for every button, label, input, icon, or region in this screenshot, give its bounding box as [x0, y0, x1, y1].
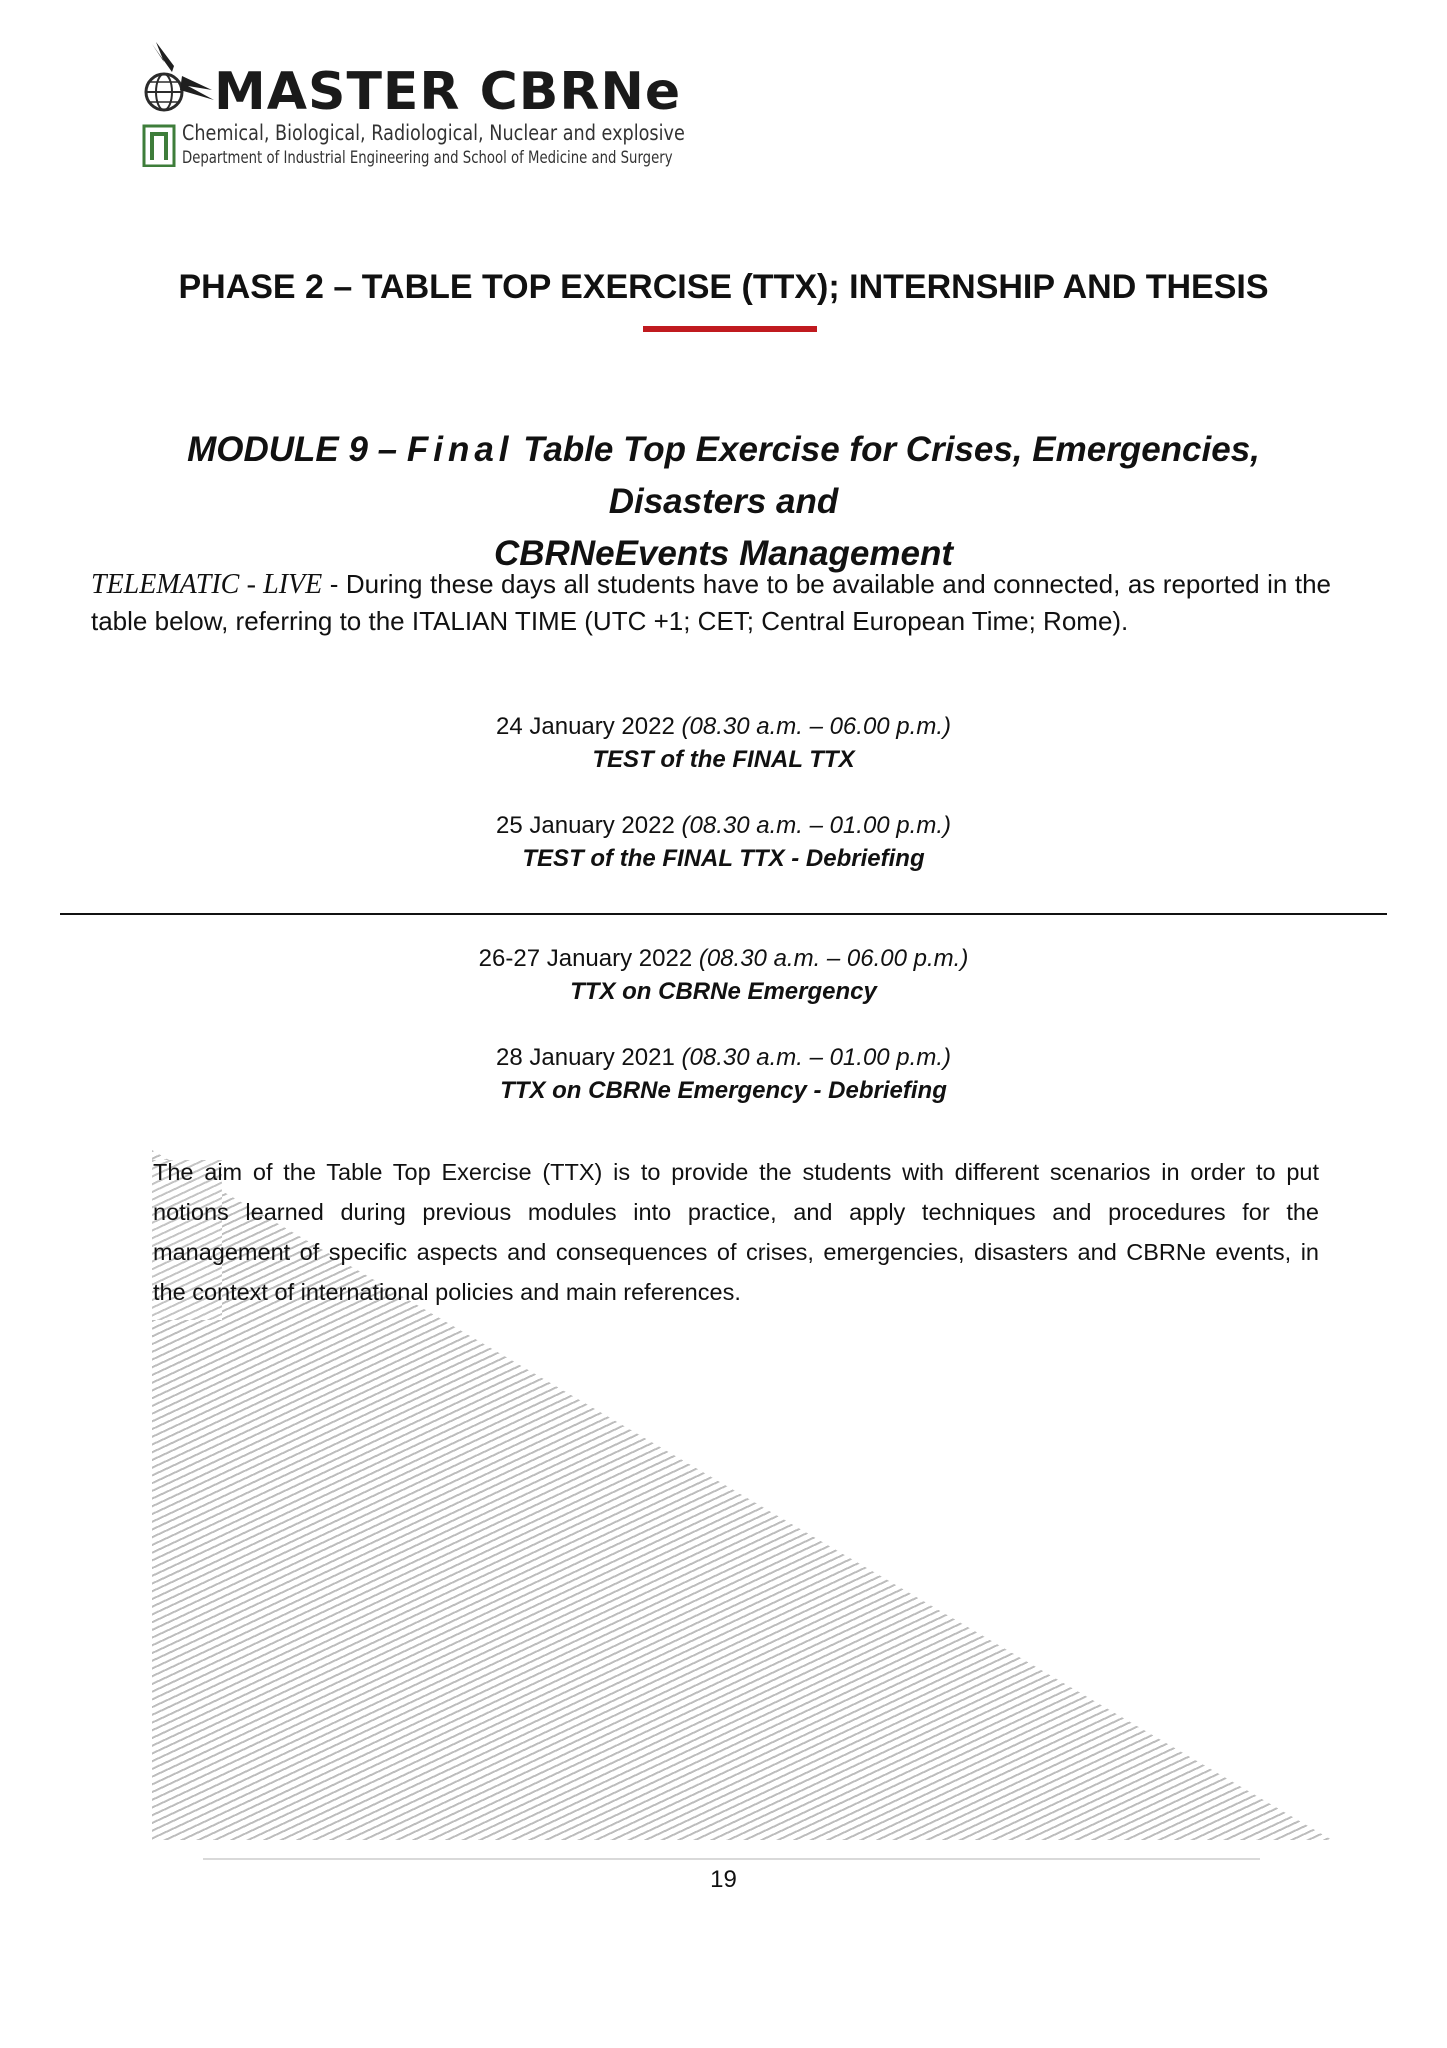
intro-paragraph: [91, 566, 1331, 639]
schedule-entry: [0, 1041, 1447, 1107]
schedule-entry: [0, 942, 1447, 1008]
intro-text: - During these days all students have to be available and connected, as reported in the table below, referring to the ITALIAN TIME (UTC +1; CET; Central European Time; Rome).: [91, 569, 1331, 636]
schedule-label: TTX on CBRNe Emergency: [570, 978, 877, 1005]
schedule-entry: [0, 809, 1447, 875]
section-divider: [60, 913, 1387, 915]
logo-title: MASTER CBRNe: [214, 62, 682, 122]
aim-paragraph: The aim of the Table Top Exercise (TTX) is to provide the students with different scenarios in order to put notions learned during previous modules into practice, and apply techniques and procedures for the management of specific aspects and consequences of crises, emergencies, disasters and CBRNe events, in the context of international policies and main references.: [153, 1159, 1319, 1305]
schedule-time: (08.30 a.m. – 06.00 p.m.): [698, 945, 969, 972]
telematic-live-label: TELEMATIC - LIVE: [91, 569, 323, 600]
schedule-date: 25 January 2022: [496, 812, 682, 839]
module-title-line2: CBRNeEvents Management: [494, 534, 953, 573]
module-prefix: MODULE 9 –: [187, 430, 407, 469]
footer-divider: [203, 1858, 1260, 1860]
phase-title: PHASE 2 – TABLE TOP EXERCISE (TTX); INTERNSHIP AND THESIS: [178, 268, 1269, 306]
logo-subtitle: Chemical, Biological, Radiological, Nuclear and explosive: [182, 121, 685, 145]
module-final-word: Final: [406, 430, 514, 469]
schedule-time: (08.30 a.m. – 01.00 p.m.): [681, 812, 951, 839]
schedule-date: 26-27 January 2022: [478, 945, 699, 972]
logo-department: Department of Industrial Engineering and School of Medicine and Surgery: [182, 148, 673, 168]
master-cbrne-logo: [142, 42, 685, 177]
schedule-date: 24 January 2022: [496, 713, 682, 740]
schedule-time: (08.30 a.m. – 01.00 p.m.): [681, 1044, 951, 1071]
title-underline: [643, 326, 817, 332]
schedule-entry: [0, 710, 1447, 776]
schedule-label: TEST of the FINAL TTX: [592, 746, 855, 773]
page-number: 19: [710, 1866, 737, 1893]
schedule-label: TTX on CBRNe Emergency - Debriefing: [500, 1077, 947, 1104]
schedule-date: 28 January 2021: [496, 1044, 682, 1071]
module-title: [160, 424, 1287, 580]
schedule-label: TEST of the FINAL TTX - Debriefing: [522, 845, 925, 872]
schedule-time: (08.30 a.m. – 06.00 p.m.): [681, 713, 951, 740]
module-title-line1: Table Top Exercise for Crises, Emergencies, Disasters and: [513, 430, 1260, 521]
